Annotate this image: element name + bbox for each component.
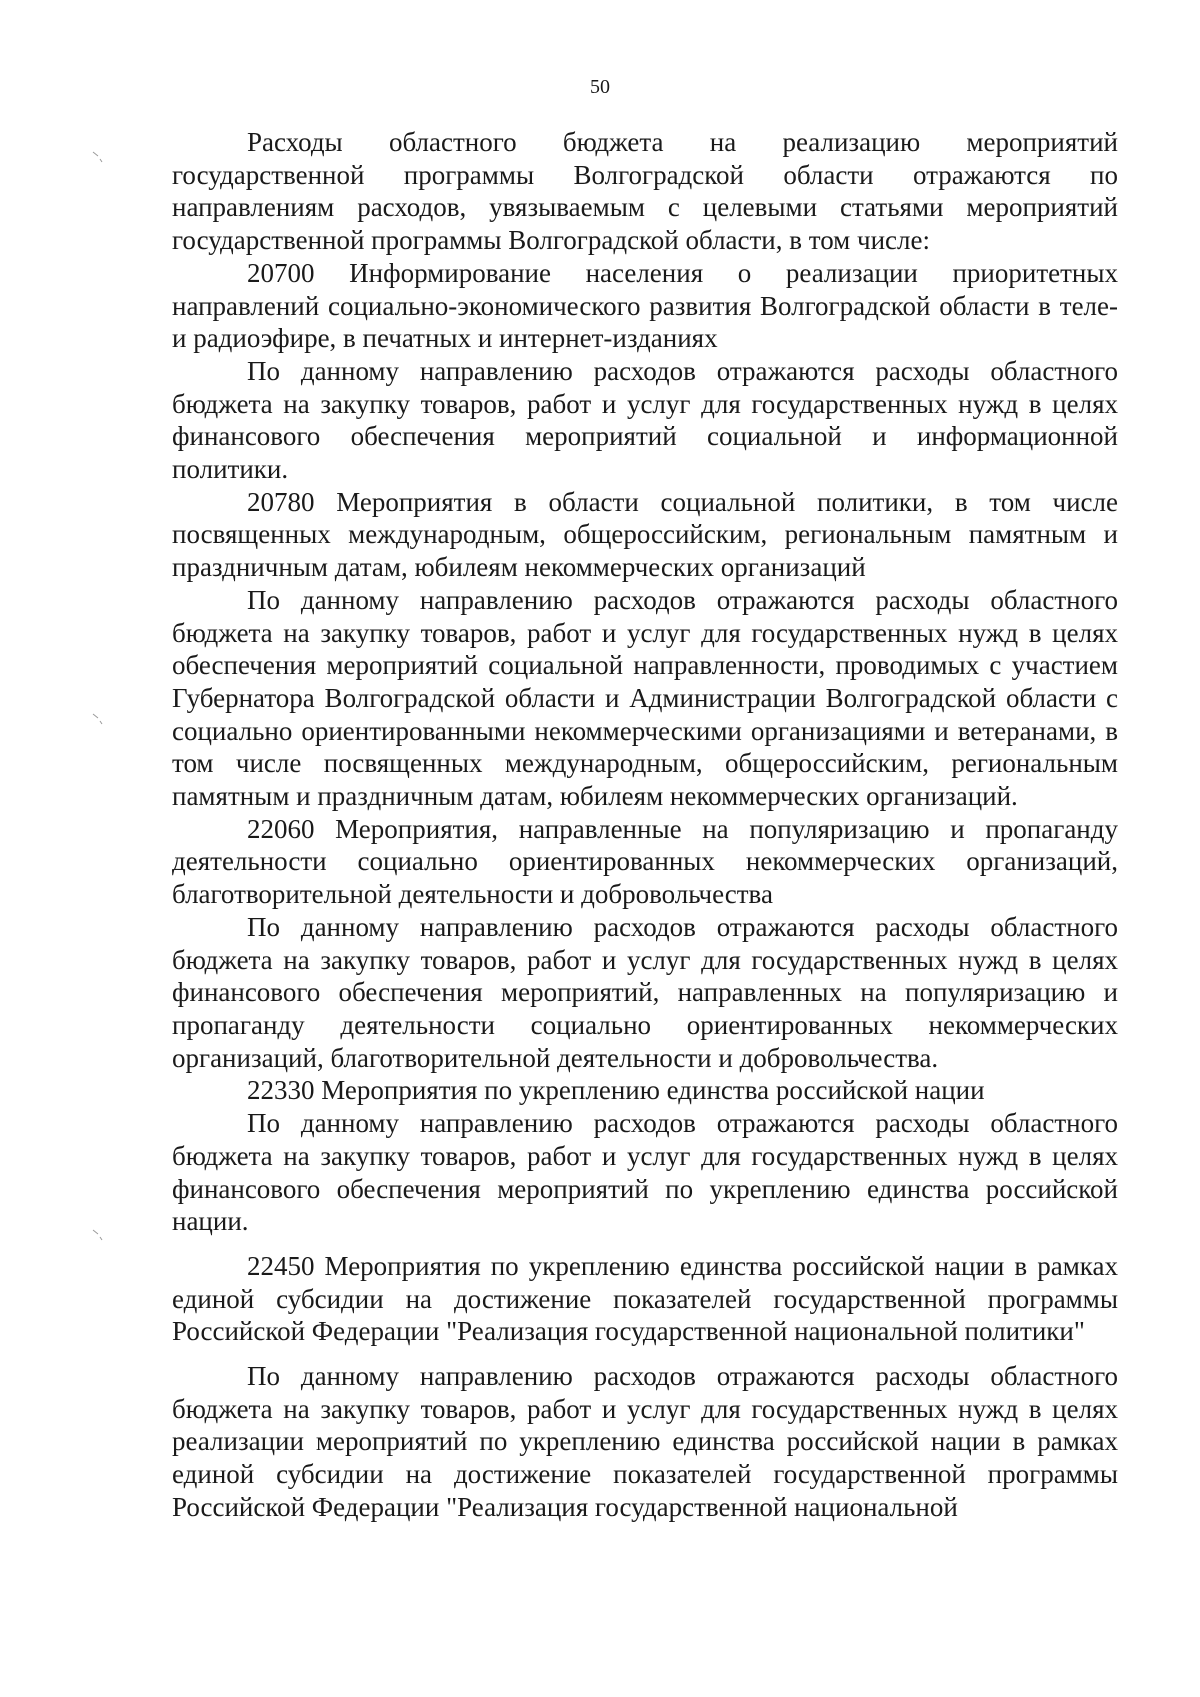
paragraph-body-22330: По данному направлению расходов отражаются расходы областного бюджета на закупку товаров, работ и услуг для государственных нужд в целях финансового обеспечения мероприятий по укреплению единства российской нации. xyxy=(172,1108,1118,1237)
page-number: 50 xyxy=(590,76,610,98)
scan-mark xyxy=(92,712,104,726)
paragraph-heading-20700: 20700 Информирование населения о реализации приоритетных направлений социально-экономического развития Волгоградской области в теле- и радиоэфире, в печатных и интернет-изданиях xyxy=(172,257,1118,354)
paragraph-heading-22450: 22450 Мероприятия по укреплению единства российской нации в рамках единой субсидии на достижение показателей государственной программы Российской Федерации "Реализация государственной национальной политики" xyxy=(172,1250,1118,1347)
paragraph-body-20700: По данному направлению расходов отражаются расходы областного бюджета на закупку товаров, работ и услуг для государственных нужд в целях финансового обеспечения мероприятий социальной и информационной политики. xyxy=(172,355,1118,485)
paragraph-heading-22060: 22060 Мероприятия, направленные на популяризацию и пропаганду деятельности социально ориентированных некоммерческих организаций, благотворительной деятельности и добровольчества xyxy=(172,813,1118,910)
scan-mark xyxy=(92,1228,104,1242)
paragraph-body-22450: По данному направлению расходов отражаются расходы областного бюджета на закупку товаров, работ и услуг для государственных нужд в целях реализации мероприятий по укреплению единства российской нации в рамках единой субсидии на достижение показателей государственной программы Российской Федерации "Реализация государственной национальной xyxy=(172,1361,1118,1522)
paragraph-body-22060: По данному направлению расходов отражаются расходы областного бюджета на закупку товаров, работ и услуг для государственных нужд в целях финансового обеспечения мероприятий, направленных на популяризацию и пропаганду деятельности социально ориентированных некоммерческих организаций, благотворительной деятельности и добровольчества. xyxy=(172,911,1118,1073)
paragraph-heading-20780: 20780 Мероприятия в области социальной политики, в том числе посвященных международным, общероссийским, региональным памятным и праздничным датам, юбилеям некоммерческих организаций xyxy=(172,486,1118,583)
paragraph-heading-22330: 22330 Мероприятия по укреплению единства российской нации xyxy=(247,1075,985,1106)
paragraph-body-20780: По данному направлению расходов отражаются расходы областного бюджета на закупку товаров, работ и услуг для государственных нужд в целях обеспечения мероприятий социальной направленности, проводимых с участием Губернатора Волгоградской области и Администрации Волгоградской области с социально ориентированными некоммерческими организациями и ветеранами, в том числе посвященных международным, общероссийским, региональным памятным и праздничным датам, юбилеям некоммерческих организаций. xyxy=(172,584,1118,812)
document-body xyxy=(172,126,1118,1524)
paragraph-intro: Расходы областного бюджета на реализацию мероприятий государственной программы Волгоградской области отражаются по направлениям расходов, увязываемым с целевыми статьями мероприятий государственной программы Волгоградской области, в том числе: xyxy=(172,127,1118,256)
scan-mark xyxy=(92,150,104,164)
